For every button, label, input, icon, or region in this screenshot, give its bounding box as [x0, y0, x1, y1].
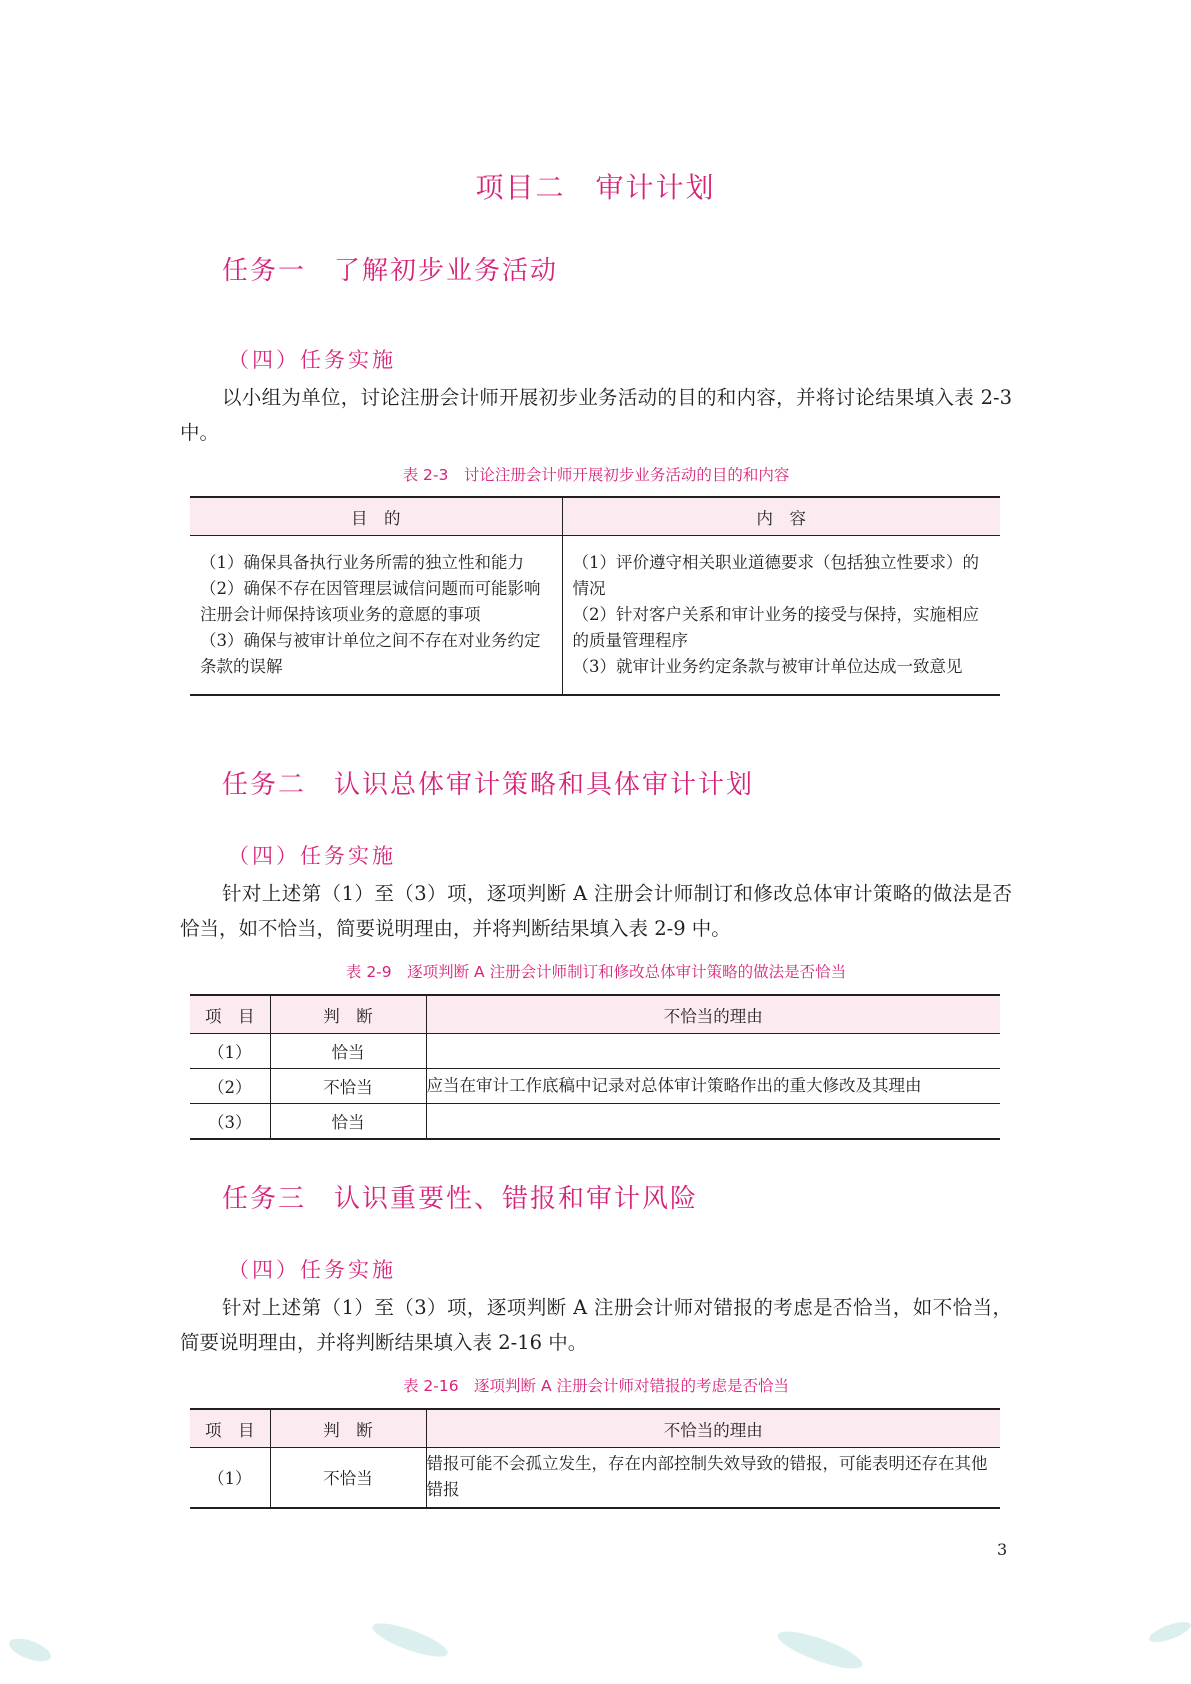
header-content: 内 容	[562, 497, 1000, 536]
content-item-3: （3）就审计业务约定条款与被审计单位达成一致意见	[572, 657, 963, 676]
content-item-2: （2）针对客户关系和审计业务的接受与保持，实施相应的质量管理程序	[572, 605, 979, 650]
header-judgment: 判 断	[270, 1409, 426, 1448]
task3-section-label: （四）任务实施	[228, 1258, 396, 1282]
task2-section-label: （四）任务实施	[228, 844, 396, 868]
header-reason: 不恰当的理由	[426, 995, 1000, 1034]
task1-table-caption: 表 2-3 讨论注册会计师开展初步业务活动的目的和内容	[402, 466, 790, 484]
header-item: 项 目	[190, 1409, 270, 1448]
task2-paragraph: 针对上述第（1）至（3）项，逐项判断 A 注册会计师制订和修改总体审计策略的做法是否恰当，如不恰当，简要说明理由，并将判断结果填入表 2-9 中。	[180, 882, 1012, 940]
header-reason: 不恰当的理由	[426, 1409, 1000, 1448]
table-row	[190, 1448, 1000, 1508]
table-2-3	[190, 496, 1000, 696]
purpose-cell	[190, 536, 562, 696]
row-judgment: 恰当	[270, 1034, 426, 1069]
task2-title: 任务二 认识总体审计策略和具体审计计划	[222, 770, 755, 800]
row-judgment: 不恰当	[270, 1448, 426, 1508]
task3-title: 任务三 认识重要性、错报和审计风险	[222, 1184, 699, 1214]
purpose-item-3: （3）确保与被审计单位之间不存在对业务约定条款的误解	[200, 631, 541, 676]
task1-section-label: （四）任务实施	[228, 348, 396, 372]
task2-table-caption: 表 2-9 逐项判断 A 注册会计师制订和修改总体审计策略的做法是否恰当	[345, 963, 847, 981]
purpose-item-2: （2）确保不存在因管理层诚信问题而可能影响注册会计师保持该项业务的意愿的事项	[200, 579, 541, 624]
purpose-item-1: （1）确保具备执行业务所需的独立性和能力	[200, 553, 524, 572]
row-item: （1）	[190, 1448, 270, 1508]
row-item: （1）	[190, 1034, 270, 1069]
row-reason: 应当在审计工作底稿中记录对总体审计策略作出的重大修改及其理由	[426, 1069, 1000, 1104]
row-judgment: 恰当	[270, 1104, 426, 1139]
page-number: 3	[997, 1540, 1008, 1559]
row-reason: 错报可能不会孤立发生，存在内部控制失效导致的错报，可能表明还存在其他错报	[426, 1448, 1000, 1508]
row-reason	[426, 1104, 1000, 1139]
header-item: 项 目	[190, 995, 270, 1034]
chapter-title: 项目二 审计计划	[475, 171, 716, 204]
table-row	[190, 1069, 1000, 1104]
row-reason	[426, 1034, 1000, 1069]
header-judgment: 判 断	[270, 995, 426, 1034]
task3-paragraph: 针对上述第（1）至（3）项，逐项判断 A 注册会计师对错报的考虑是否恰当，如不恰当，简要说明理由，并将判断结果填入表 2-16 中。	[180, 1296, 1012, 1354]
row-item: （3）	[190, 1104, 270, 1139]
row-item: （2）	[190, 1069, 270, 1104]
table-row	[190, 1104, 1000, 1139]
table-2-16	[190, 1408, 1000, 1509]
task1-title: 任务一 了解初步业务活动	[222, 256, 559, 286]
content-cell	[562, 536, 1000, 696]
task1-paragraph: 以小组为单位，讨论注册会计师开展初步业务活动的目的和内容，并将讨论结果填入表 2-3 中。	[180, 386, 1012, 444]
row-judgment: 不恰当	[270, 1069, 426, 1104]
content-item-1: （1）评价遵守相关职业道德要求（包括独立性要求）的情况	[572, 553, 979, 598]
task3-table-caption: 表 2-16 逐项判断 A 注册会计师对错报的考虑是否恰当	[402, 1377, 790, 1395]
table-row	[190, 1034, 1000, 1069]
header-purpose: 目 的	[190, 497, 562, 536]
table-2-9	[190, 994, 1000, 1140]
watermark-decoration	[0, 1610, 1191, 1680]
